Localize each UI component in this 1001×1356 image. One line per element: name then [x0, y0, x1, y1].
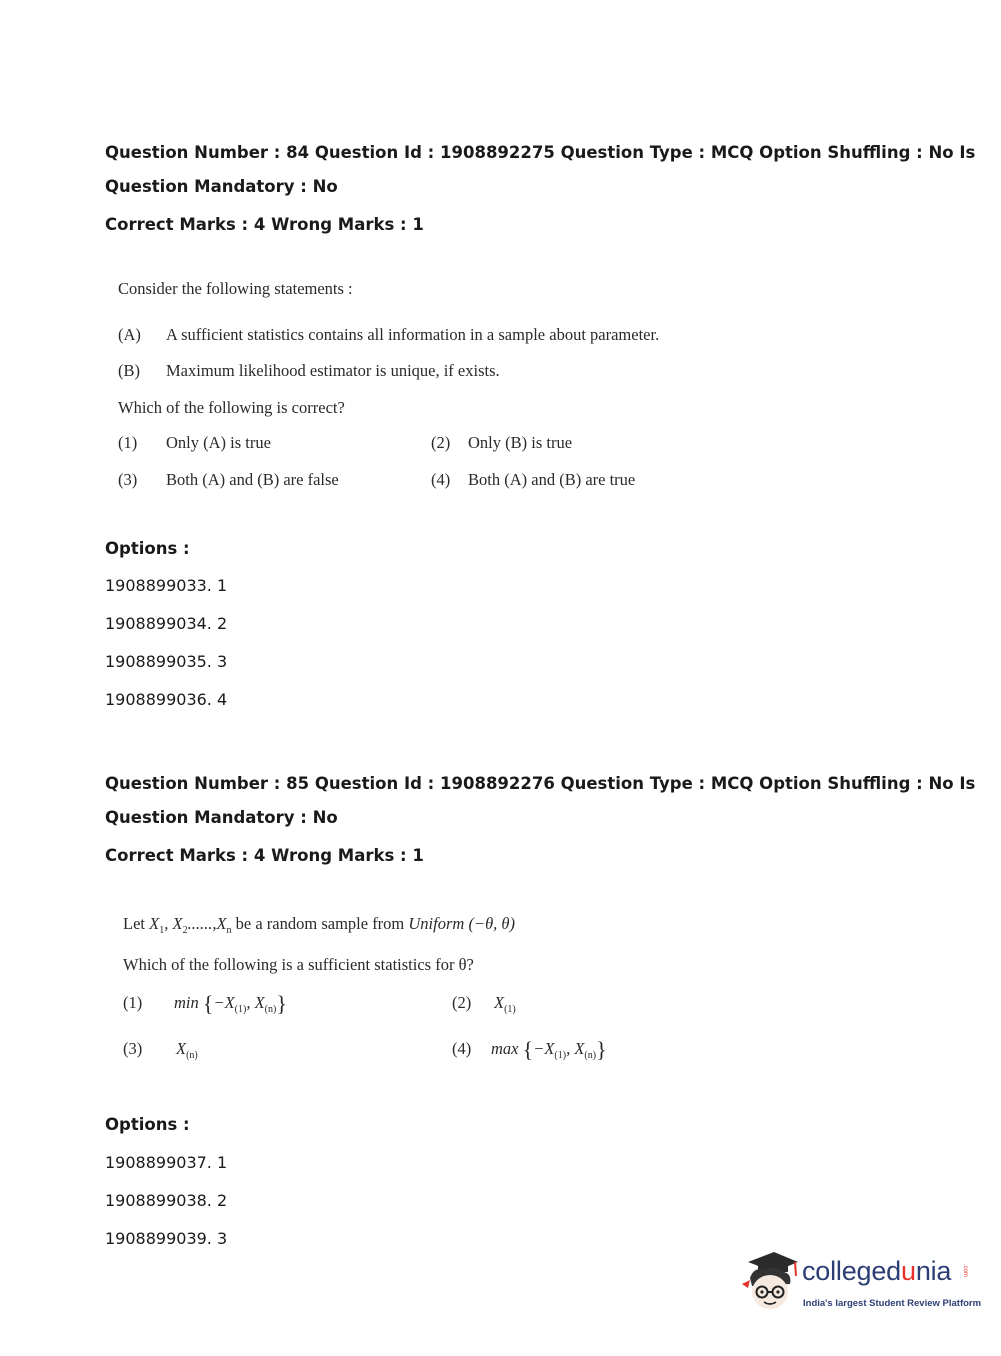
logo-com: .com [962, 1264, 968, 1278]
q85-choice-3-num: (3) [123, 1039, 143, 1058]
q85-choice-1-num: (1) [123, 993, 143, 1012]
q84-marks: Correct Marks : 4 Wrong Marks : 1 [105, 215, 424, 234]
q84-choice-1: Only (A) is true [166, 433, 271, 452]
q84-choice-3: Both (A) and (B) are false [166, 470, 339, 489]
q84-statement-b: Maximum likelihood estimator is unique, if exists. [166, 361, 500, 380]
q85-option-3: 1908899039. 3 [105, 1229, 228, 1248]
q85-choice-2-num: (2) [452, 993, 472, 1012]
q85-choice-4-num: (4) [452, 1039, 472, 1058]
q84-choice-2-num: (2) [431, 433, 451, 452]
q84-options-heading: Options : [105, 539, 190, 558]
q84-ask: Which of the following is correct? [118, 398, 345, 417]
q85-option-2: 1908899038. 2 [105, 1191, 228, 1210]
q84-option-3: 1908899035. 3 [105, 652, 228, 671]
q85-choice-2: $X_{(1)}$ [494, 993, 516, 1015]
q84-choice-3-num: (3) [118, 470, 138, 489]
q84-meta-line1: Question Number : 84 Question Id : 1908892275 Question Type : MCQ Option Shuffling : No Is [105, 143, 976, 162]
q85-meta-line1: Question Number : 85 Question Id : 1908892276 Question Type : MCQ Option Shuffling : No Is [105, 774, 976, 793]
q85-ask: Which of the following is a sufficient statistics for θ? [123, 955, 474, 974]
q85-options-heading: Options : [105, 1115, 190, 1134]
q84-choice-2: Only (B) is true [468, 433, 573, 452]
q84-intro: Consider the following statements : [118, 279, 353, 298]
q84-statement-a: A sufficient statistics contains all information in a sample about parameter. [166, 325, 660, 344]
q84-option-1: 1908899033. 1 [105, 576, 228, 595]
logo-wordmark: collegedunia [802, 1256, 952, 1286]
q84-statement-a-label: (A) [118, 325, 141, 344]
logo-tagline: India's largest Student Review Platform [803, 1298, 982, 1309]
q84-choice-4-num: (4) [431, 470, 451, 489]
collegedunia-logo [740, 1248, 980, 1318]
q84-choice-4: Both (A) and (B) are true [468, 470, 636, 489]
q85-choice-1: $\min \{-X_{(1)}$, $X_{(n)}$} [174, 991, 287, 1016]
q85-meta-line2: Question Mandatory : No [105, 808, 338, 827]
q85-marks: Correct Marks : 4 Wrong Marks : 1 [105, 846, 424, 865]
q85-option-1: 1908899037. 1 [105, 1153, 228, 1172]
q85-choice-4: $\max \{-X_{(1)}$, $X_{(n)}$} [491, 1037, 607, 1062]
q84-option-2: 1908899034. 2 [105, 614, 228, 633]
q84-option-4: 1908899036. 4 [105, 690, 228, 709]
q85-choice-3: $X_{(n)}$ [176, 1039, 198, 1061]
mascot-icon [740, 1248, 802, 1318]
q84-statement-b-label: (B) [118, 361, 140, 380]
q85-intro: Let $X_1$, $X_2......,X_n$ be a random sample from Uniform (−θ, θ) [123, 914, 516, 936]
q84-choice-1-num: (1) [118, 433, 138, 452]
q84-meta-line2: Question Mandatory : No [105, 177, 338, 196]
